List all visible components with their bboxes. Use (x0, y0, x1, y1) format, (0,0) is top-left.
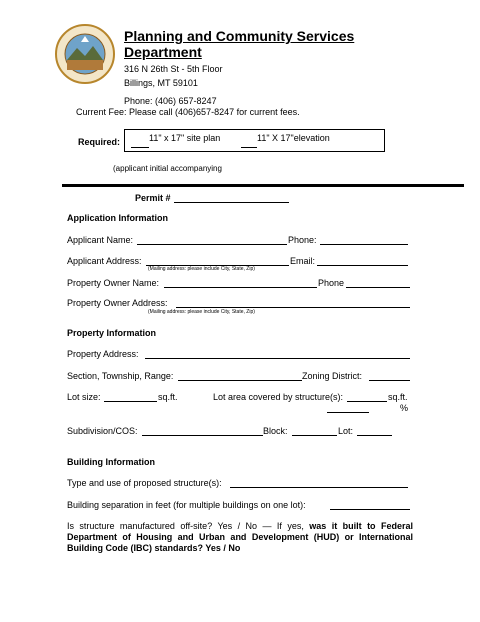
required-label: Required: (78, 137, 121, 147)
applicant-phone-field[interactable] (320, 244, 408, 245)
subdivision-label: Subdivision/COS: (67, 426, 138, 436)
applicant-address-label: Applicant Address: (67, 256, 142, 266)
manufactured-question (67, 521, 413, 554)
owner-phone-label: Phone (318, 278, 345, 288)
applicant-name-label: Applicant Name: (67, 235, 134, 245)
lot-field[interactable] (357, 435, 392, 436)
phone-line: Phone: (406) 657-8247 (124, 96, 217, 106)
lot-area-sqft-unit: sq.ft. (388, 392, 408, 402)
owner-phone-field[interactable] (346, 287, 410, 288)
owner-address-field[interactable] (176, 307, 410, 308)
property-address-field[interactable] (145, 358, 410, 359)
zoning-field[interactable] (369, 380, 410, 381)
permit-label: Permit # (135, 193, 171, 203)
zoning-label: Zoning District: (302, 371, 363, 381)
address-line-2: Billings, MT 59101 (124, 78, 198, 88)
site-plan-initial-line[interactable] (131, 147, 149, 148)
title-line-1: Planning and Community Services (124, 28, 355, 44)
application-heading: Application Information (67, 213, 168, 223)
owner-address-label: Property Owner Address: (67, 298, 168, 308)
str-field[interactable] (178, 380, 302, 381)
elevation-initial-line[interactable] (241, 147, 257, 148)
section-divider (62, 184, 464, 187)
applicant-email-field[interactable] (317, 265, 408, 266)
applicant-name-field[interactable] (137, 244, 287, 245)
title-line-2: Department (124, 44, 202, 60)
subdivision-field[interactable] (142, 435, 263, 436)
department-address (124, 62, 223, 108)
owner-name-field[interactable] (164, 287, 317, 288)
str-label: Section, Township, Range: (67, 371, 174, 381)
lot-size-label: Lot size: (67, 392, 101, 402)
applicant-email-label: Email: (290, 256, 316, 266)
lot-size-field[interactable] (104, 401, 157, 402)
block-field[interactable] (292, 435, 337, 436)
lot-area-label: Lot area covered by structure(s): (213, 392, 344, 402)
type-use-field[interactable] (230, 487, 408, 488)
elevation-label: 11" X 17"elevation (257, 133, 330, 143)
lot-label: Lot: (338, 426, 354, 436)
fee-note: Current Fee: Please call (406)657-8247 for current fees. (76, 107, 300, 117)
property-heading: Property Information (67, 328, 157, 338)
building-heading: Building Information (67, 457, 155, 467)
block-label: Block: (263, 426, 288, 436)
lot-area-sqft-field[interactable] (347, 401, 387, 402)
lot-area-percent-field[interactable] (327, 412, 369, 413)
property-address-label: Property Address: (67, 349, 139, 359)
manufactured-question-bold: was it built to Federal Department of Housing and Urban and Development (HUD) or International Building Code (IBC) standards? Yes / No (67, 521, 414, 553)
department-title (124, 28, 354, 60)
owner-name-label: Property Owner Name: (67, 278, 160, 288)
address-line-1: 316 N 26th St - 5th Floor (124, 64, 223, 74)
separation-label: Building separation in feet (for multiple buildings on one lot): (67, 500, 306, 510)
site-plan-label: 11" x 17" site plan (149, 133, 221, 143)
permit-number-field[interactable] (174, 202, 289, 203)
required-box (124, 129, 385, 152)
lot-size-unit: sq.ft. (158, 392, 178, 402)
initial-note: (applicant initial accompanying (113, 164, 222, 173)
owner-mailing-note: (Mailing address: please include City, State, Zip) (148, 309, 255, 315)
applicant-mailing-note: (Mailing address: please include City, State, Zip) (148, 266, 255, 272)
applicant-phone-label: Phone: (288, 235, 317, 245)
lot-area-percent-unit: % (400, 403, 409, 413)
type-use-label: Type and use of proposed structure(s): (67, 478, 222, 488)
county-seal (55, 24, 115, 84)
manufactured-question-plain: Is structure manufactured off-site? Yes / No — If yes, (67, 521, 310, 531)
separation-field[interactable] (330, 509, 410, 510)
